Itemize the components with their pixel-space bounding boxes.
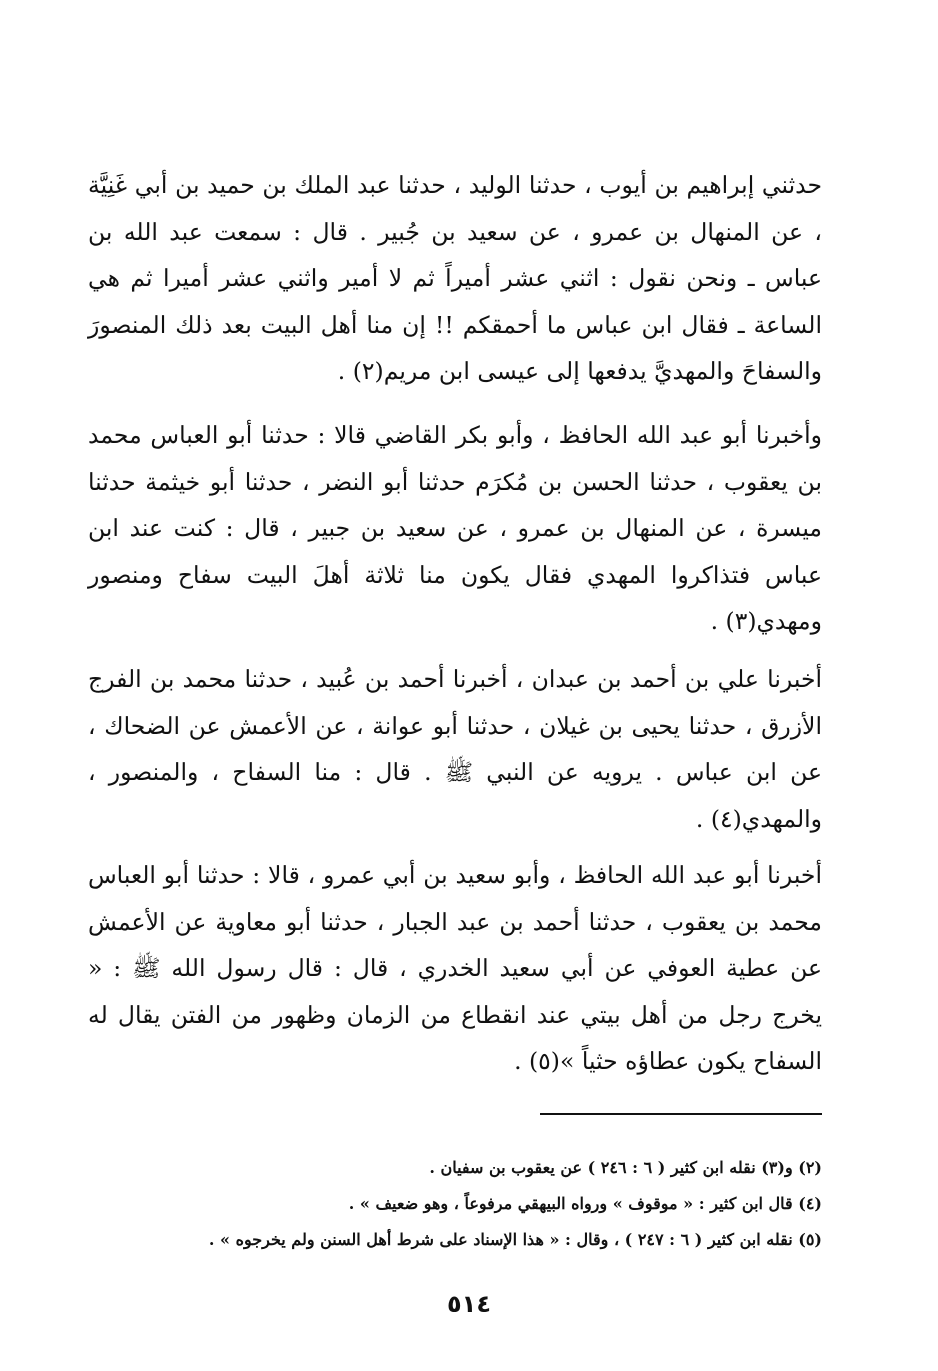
main-text-block [88, 412, 822, 645]
paragraph-1: حدثني إبراهيم بن أيوب ، حدثنا الوليد ، حدثنا عبد الملك بن حميد بن أبي غَنِيَّة ، عن المنهال بن عمرو ، عن سعيد بن جُبير . قال : سمعت عبد الله بن عباس ـ ونحن نقول : اثني عشر أميراً ثم لا أمير واثني عشر أميرا ثم هي الساعة ـ فقال ابن عباس ما أحمقكم !! إن منا أهل البيت بعد ذلك المنصورَ والسفاحَ والمهديَّ يدفعها إلى عيسى ابن مريم(٢) . [88, 171, 822, 385]
footnote-4: (٤) قال ابن كثير : « موقوف » ورواه البيهقي مرفوعاً ، وهو ضعيف » . [348, 1194, 822, 1213]
main-text-block [88, 852, 822, 1085]
paragraph-4: أخبرنا أبو عبد الله الحافظ ، وأبو سعيد بن أبي عمرو ، قالا : حدثنا أبو العباس محمد بن يعقوب ، حدثنا أحمد بن عبد الجبار ، حدثنا أبو معاوية عن الأعمش عن عطية العوفي عن أبي سعيد الخدري ، قال : قال رسول الله ﷺ : « يخرج رجل من أهل بيتي عند انقطاع من الزمان وظهور من الفتن يقال له السفاح يكون عطاؤه حثياً »(٥) . [88, 861, 822, 1075]
footnotes [150, 1152, 822, 1260]
footnote-divider [540, 1113, 822, 1115]
main-text-block [88, 162, 822, 395]
page-number: ٥١٤ [447, 1290, 491, 1318]
footnote-2-3: (٢) و(٣) نقله ابن كثير ( ٦ : ٢٤٦ ) عن يعقوب بن سفيان . [429, 1158, 822, 1177]
footnote-5: (٥) نقله ابن كثير ( ٦ : ٢٤٧ ) ، وقال : « هذا الإسناد على شرط أهل السنن ولم يخرجوه » . [208, 1230, 822, 1249]
paragraph-3: أخبرنا علي بن أحمد بن عبدان ، أخبرنا أحمد بن عُبيد ، حدثنا محمد بن الفرج الأزرق ، حدثنا يحيى بن غيلان ، حدثنا أبو عوانة ، عن الأعمش عن الضحاك ، عن ابن عباس . يرويه عن النبي ﷺ . قال : منا السفاح ، والمنصور ، والمهدي(٤) . [88, 665, 822, 833]
main-text-block [88, 656, 822, 842]
paragraph-2: وأخبرنا أبو عبد الله الحافظ ، وأبو بكر القاضي قالا : حدثنا أبو العباس محمد بن يعقوب ، حدثنا الحسن بن مُكرَم حدثنا أبو النضر ، حدثنا أبو خيثمة حدثنا ميسرة ، عن المنهال بن عمرو ، عن سعيد بن جبير ، قال : كنت عند ابن عباس فتذاكروا المهدي فقال يكون منا ثلاثة أهلَ البيت سفاح ومنصور ومهدي(٣) . [88, 421, 822, 635]
